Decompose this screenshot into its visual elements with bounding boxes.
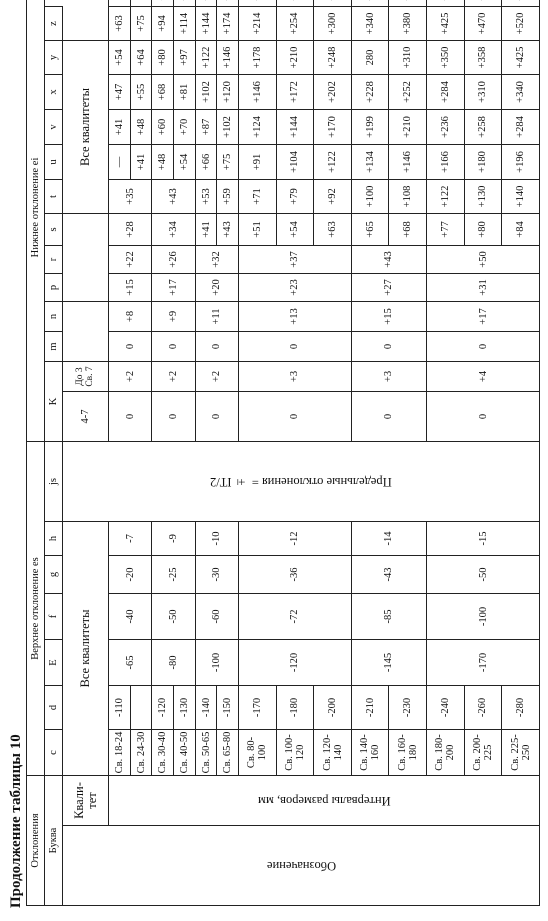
c-4: -140 <box>195 686 217 730</box>
d-3: -120 <box>239 640 352 686</box>
letter-m: m <box>45 332 63 362</box>
u-13: +284 <box>502 110 540 145</box>
v-0: +47 <box>109 75 131 110</box>
t-12: +180 <box>464 145 502 180</box>
y-7: +254 <box>276 7 314 41</box>
letter-n: n <box>45 302 63 332</box>
c-6: -170 <box>239 686 277 730</box>
r-11: +77 <box>427 214 465 246</box>
y-5: +174 <box>217 7 239 41</box>
letter-p: p <box>45 274 63 302</box>
t-5: +75 <box>217 145 239 180</box>
y-13: +520 <box>502 7 540 41</box>
u-12: +258 <box>464 110 502 145</box>
header-vse-kvalitety: Все квалитеты <box>63 522 109 776</box>
v-10: +252 <box>389 75 427 110</box>
kdo3-1: 0 <box>152 332 195 362</box>
u-6: +124 <box>239 110 277 145</box>
k47-3: +3 <box>239 362 352 392</box>
k47-1: +2 <box>152 362 195 392</box>
r-9: +65 <box>351 214 389 246</box>
header-verkhnee: Верхнее отклонение es <box>27 442 45 776</box>
t-6: +91 <box>239 145 277 180</box>
t-4: +66 <box>195 145 217 180</box>
n-0: +15 <box>109 274 152 302</box>
f-1: -25 <box>152 556 195 594</box>
E-4: -85 <box>351 594 426 640</box>
interval-3: Св. 40-50 <box>174 730 196 776</box>
n-3: +23 <box>239 274 352 302</box>
x-11: +350 <box>427 41 465 75</box>
s-9: +100 <box>351 180 389 214</box>
u-8: +170 <box>314 110 352 145</box>
interval-5: Св. 65-80 <box>217 730 239 776</box>
y-6: +214 <box>239 7 277 41</box>
y-9: +340 <box>351 7 389 41</box>
x-7: +210 <box>276 41 314 75</box>
v-7: +172 <box>276 75 314 110</box>
r-2: +34 <box>152 214 195 246</box>
n-1: +17 <box>152 274 195 302</box>
letter-E: E <box>45 640 63 686</box>
h-5: 0 <box>427 392 540 442</box>
p-2: +32 <box>195 246 238 274</box>
r-12: +80 <box>464 214 502 246</box>
p-3: +37 <box>239 246 352 274</box>
m-1: +9 <box>152 302 195 332</box>
r-6: +51 <box>239 214 277 246</box>
v-11: +284 <box>427 75 465 110</box>
z-10 <box>389 0 427 7</box>
x-13: +425 <box>502 41 540 75</box>
c-5: -150 <box>217 686 239 730</box>
u-2: +60 <box>152 110 174 145</box>
n-4: +27 <box>351 274 426 302</box>
z-1 <box>130 0 152 7</box>
c-2: -120 <box>152 686 174 730</box>
x-6: +178 <box>239 41 277 75</box>
z-13 <box>502 0 540 7</box>
r-10: +68 <box>389 214 427 246</box>
v-4: +102 <box>195 75 217 110</box>
s-10: +108 <box>389 180 427 214</box>
p-0: +22 <box>109 246 152 274</box>
u-0: +41 <box>109 110 131 145</box>
z-6 <box>239 0 277 7</box>
header-intervaly-text: Интервалы размеров, мм <box>257 794 391 809</box>
y-0: +63 <box>109 7 131 41</box>
y-8: +300 <box>314 7 352 41</box>
interval-8: Св. 120- 140 <box>314 730 352 776</box>
v-12: +310 <box>464 75 502 110</box>
d-2: -100 <box>195 640 238 686</box>
v-6: +146 <box>239 75 277 110</box>
c-0: -110 <box>109 686 131 730</box>
z-3 <box>174 0 196 7</box>
h-0: 0 <box>109 392 152 442</box>
header-nizhnee: Нижнее отклонение ei <box>27 0 45 442</box>
u-10: +210 <box>389 110 427 145</box>
letter-v: v <box>45 110 63 145</box>
m-0: +8 <box>109 302 152 332</box>
E-2: -60 <box>195 594 238 640</box>
v-8: +202 <box>314 75 352 110</box>
s-7: +79 <box>276 180 314 214</box>
page-title: Продолжение таблицы 10 <box>8 734 24 908</box>
t-1: +41 <box>130 145 152 180</box>
g-3: -12 <box>239 522 352 556</box>
f-4: -43 <box>351 556 426 594</box>
c-8: -200 <box>314 686 352 730</box>
t-8: +122 <box>314 145 352 180</box>
r-8: +63 <box>314 214 352 246</box>
h-4: 0 <box>351 392 426 442</box>
letter-c: c <box>45 730 63 776</box>
u-11: +236 <box>427 110 465 145</box>
m-3: +13 <box>239 302 352 332</box>
f-5: -50 <box>427 556 540 594</box>
header-oboznachenie-text: Обозначение <box>266 859 336 874</box>
x-12: +358 <box>464 41 502 75</box>
u-3: +70 <box>174 110 196 145</box>
r-0: +28 <box>109 214 152 246</box>
d-4: -145 <box>351 640 426 686</box>
interval-2: Св. 30-40 <box>152 730 174 776</box>
v-13: +340 <box>502 75 540 110</box>
letter-r: r <box>45 246 63 274</box>
t-0: — <box>109 145 131 180</box>
x-2: +80 <box>152 41 174 75</box>
s-11: +122 <box>427 180 465 214</box>
p-1: +26 <box>152 246 195 274</box>
c-13: -280 <box>502 686 540 730</box>
k47-4: +3 <box>351 362 426 392</box>
n-5: +31 <box>427 274 540 302</box>
z-12 <box>464 0 502 7</box>
f-0: -20 <box>109 556 152 594</box>
letter-g: g <box>45 556 63 594</box>
y-1: +75 <box>130 7 152 41</box>
letter-x: x <box>45 75 63 110</box>
letter-h: h <box>45 522 63 556</box>
v-2: +68 <box>152 75 174 110</box>
letter-f: f <box>45 594 63 640</box>
z-2 <box>152 0 174 7</box>
h-3: 0 <box>239 392 352 442</box>
blank-mn-header <box>63 302 109 362</box>
s-6: +71 <box>239 180 277 214</box>
header-k-4-7: 4-7 <box>63 392 109 442</box>
y-4: +144 <box>195 7 217 41</box>
interval-1: Св. 24-30 <box>130 730 152 776</box>
r-4: +41 <box>195 214 217 246</box>
c-3: -130 <box>174 686 196 730</box>
t-3: +54 <box>174 145 196 180</box>
interval-0: Св. 18-24 <box>109 730 131 776</box>
t-7: +104 <box>276 145 314 180</box>
z-4 <box>195 0 217 7</box>
k47-0: +2 <box>109 362 152 392</box>
p-4: +43 <box>351 246 426 274</box>
E-5: -100 <box>427 594 540 640</box>
letter-t: t <box>45 180 63 214</box>
header-oboznachenie <box>63 826 540 906</box>
header-otkloneniya: Отклонения <box>27 776 45 906</box>
u-1: +48 <box>130 110 152 145</box>
E-0: -40 <box>109 594 152 640</box>
k-sv7: Св. 7 <box>84 366 95 387</box>
header-vse-kvalitety-2: Все квалитеты <box>63 41 109 214</box>
h-1: 0 <box>152 392 195 442</box>
c-11: -240 <box>427 686 465 730</box>
z-5 <box>217 0 239 7</box>
f-3: -36 <box>239 556 352 594</box>
y-2: +94 <box>152 7 174 41</box>
v-3: +81 <box>174 75 196 110</box>
s-4: +53 <box>195 180 217 214</box>
z-9 <box>351 0 389 7</box>
x-3: +97 <box>174 41 196 75</box>
k-do3: До 3 <box>74 367 85 386</box>
h-2: 0 <box>195 392 238 442</box>
letter-u: u <box>45 145 63 180</box>
c-9: -210 <box>351 686 389 730</box>
t-10: +146 <box>389 145 427 180</box>
f-2: -30 <box>195 556 238 594</box>
y-10: +380 <box>389 7 427 41</box>
header-intervaly <box>109 776 540 826</box>
c-7: -180 <box>276 686 314 730</box>
s-0: +35 <box>109 180 152 214</box>
m-4: +15 <box>351 302 426 332</box>
s-2: +43 <box>152 180 195 214</box>
p-5: +50 <box>427 246 540 274</box>
r-13: +84 <box>502 214 540 246</box>
y-12: +470 <box>464 7 502 41</box>
u-5: +102 <box>217 110 239 145</box>
s-12: +130 <box>464 180 502 214</box>
interval-13: Св. 225- 250 <box>502 730 540 776</box>
m-2: +11 <box>195 302 238 332</box>
interval-9: Св. 140- 160 <box>351 730 389 776</box>
u-4: +87 <box>195 110 217 145</box>
x-5: +146 <box>217 41 239 75</box>
js-predelnye <box>63 442 540 522</box>
x-8: +248 <box>314 41 352 75</box>
x-4: +122 <box>195 41 217 75</box>
s-8: +92 <box>314 180 352 214</box>
kdo3-5: 0 <box>427 332 540 362</box>
kdo3-2: 0 <box>195 332 238 362</box>
c-1 <box>130 686 152 730</box>
d-1: -80 <box>152 640 195 686</box>
z-7 <box>276 0 314 7</box>
z-11 <box>427 0 465 7</box>
interval-11: Св. 180- 200 <box>427 730 465 776</box>
x-10: +310 <box>389 41 427 75</box>
letter-y: y <box>45 41 63 75</box>
header-kvalitet: Квали- тет <box>63 776 109 826</box>
r-7: +54 <box>276 214 314 246</box>
letter-js: js <box>45 442 63 522</box>
header-bukva: Буква <box>45 776 63 906</box>
g-4: -14 <box>351 522 426 556</box>
k47-2: +2 <box>195 362 238 392</box>
k47-5: +4 <box>427 362 540 392</box>
interval-7: Св. 100- 120 <box>276 730 314 776</box>
letter-s: s <box>45 214 63 246</box>
interval-6: Св. 80- 100 <box>239 730 277 776</box>
v-9: +228 <box>351 75 389 110</box>
g-1: -9 <box>152 522 195 556</box>
blank-prs-header <box>63 214 109 302</box>
d-5: -170 <box>427 640 540 686</box>
interval-4: Св. 50-65 <box>195 730 217 776</box>
letter-d: d <box>45 686 63 730</box>
r-5: +43 <box>217 214 239 246</box>
interval-10: Св. 160- 180 <box>389 730 427 776</box>
c-12: -260 <box>464 686 502 730</box>
E-1: -50 <box>152 594 195 640</box>
kdo3-3: 0 <box>239 332 352 362</box>
n-2: +20 <box>195 274 238 302</box>
y-3: +114 <box>174 7 196 41</box>
m-5: +17 <box>427 302 540 332</box>
z-0 <box>109 0 131 7</box>
c-10: -230 <box>389 686 427 730</box>
letter-K: K <box>45 362 63 442</box>
deviation-table <box>26 0 540 906</box>
y-11: +425 <box>427 7 465 41</box>
x-0: +54 <box>109 41 131 75</box>
x-1: +64 <box>130 41 152 75</box>
d-0: -65 <box>109 640 152 686</box>
kdo3-4: 0 <box>351 332 426 362</box>
z-8 <box>314 0 352 7</box>
s-5: +59 <box>217 180 239 214</box>
letter-z: z <box>45 7 63 41</box>
u-9: +199 <box>351 110 389 145</box>
kdo3-0: 0 <box>109 332 152 362</box>
deviation-table-rotated <box>26 14 540 906</box>
v-5: +120 <box>217 75 239 110</box>
t-11: +166 <box>427 145 465 180</box>
interval-12: Св. 200- 225 <box>464 730 502 776</box>
E-3: -72 <box>239 594 352 640</box>
t-13: +196 <box>502 145 540 180</box>
s-13: +140 <box>502 180 540 214</box>
g-0: -7 <box>109 522 152 556</box>
t-2: +48 <box>152 145 174 180</box>
x-9: 280 <box>351 41 389 75</box>
t-9: +134 <box>351 145 389 180</box>
v-1: +55 <box>130 75 152 110</box>
js-predelnye-text: Предельные отклонения = ± IT/2 <box>210 475 393 490</box>
header-k-do3 <box>63 362 109 392</box>
g-5: -15 <box>427 522 540 556</box>
g-2: -10 <box>195 522 238 556</box>
u-7: +144 <box>276 110 314 145</box>
